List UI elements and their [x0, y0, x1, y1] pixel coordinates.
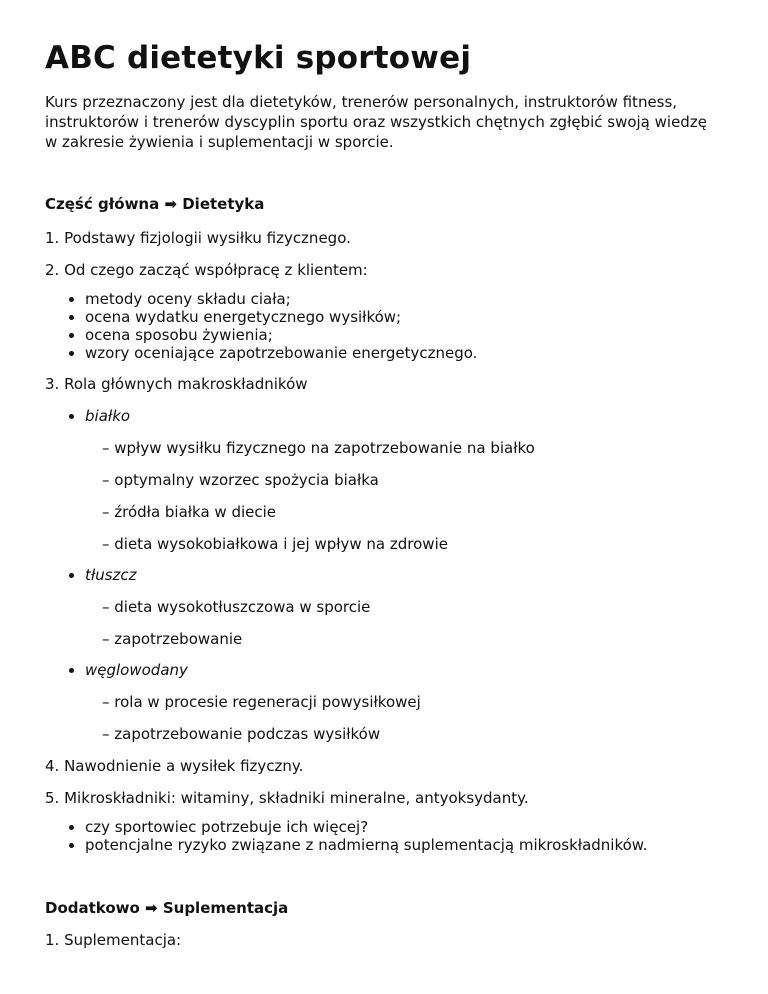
- bullet-item: • potencjalne ryzyko związane z nadmierną suplementacją mikroskładników.: [85, 836, 723, 854]
- sub-item: – wpływ wysiłku fizycznego na zapotrzebowanie na białko: [102, 439, 535, 457]
- macro-item-weglowodany: [85, 660, 723, 744]
- bullet-item: • czy sportowiec potrzebuje ich więcej?: [85, 818, 723, 836]
- intro-paragraph: Kurs przeznaczony jest dla dietetyków, trenerów personalnych, instruktorów fitness, instruktorów i trenerów dyscyplin sportu oraz wszystkich chętnych zgłębić swoją wiedzę w zakresie żywienia i suplementacji w sporcie.: [45, 93, 707, 151]
- page-title: ABC dietetyki sportowej: [45, 40, 472, 76]
- macro-item-tluszcz: [85, 565, 723, 649]
- list-item-4: 4. Nawodnienie a wysiłek fizyczny.: [45, 757, 304, 775]
- list-item-2: 2. Od czego zacząć współpracę z klientem:: [45, 261, 368, 279]
- bullet-item: • wzory oceniające zapotrzebowanie energetycznego.: [85, 344, 723, 362]
- sub-item: – rola w procesie regeneracji powysiłkowej: [102, 693, 421, 711]
- section-heading-dietetyka: Część główna ➡ Dietetyka: [45, 195, 265, 213]
- bullet-item: • ocena wydatku energetycznego wysiłków;: [85, 308, 723, 326]
- macro-list: [45, 406, 723, 744]
- list-item-3: 3. Rola głównych makroskładników: [45, 375, 308, 393]
- sub-item: – dieta wysokotłuszczowa w sporcie: [102, 598, 371, 616]
- list-item-1-suplementacja: 1. Suplementacja:: [45, 931, 182, 949]
- macro-name: węglowodany: [85, 661, 188, 679]
- sub-item: – dieta wysokobiałkowa i jej wpływ na zdrowie: [102, 535, 448, 553]
- sub-item: – zapotrzebowanie podczas wysiłków: [102, 725, 381, 743]
- macro-item-bialko: [85, 406, 723, 554]
- sub-item: – źródła białka w diecie: [102, 503, 277, 521]
- sub-item: – zapotrzebowanie: [102, 630, 243, 648]
- bullet-item: • ocena sposobu żywienia;: [85, 326, 723, 344]
- list-item-5: 5. Mikroskładniki: witaminy, składniki mineralne, antyoksydanty.: [45, 789, 529, 807]
- macro-name: tłuszcz: [85, 566, 137, 584]
- item-2-bullets: [45, 290, 723, 362]
- macro-name: białko: [85, 407, 131, 425]
- sub-item: – optymalny wzorzec spożycia białka: [102, 471, 379, 489]
- bullet-item: • metody oceny składu ciała;: [85, 290, 723, 308]
- section-heading-suplementacja: Dodatkowo ➡ Suplementacja: [45, 899, 289, 917]
- list-item-1: 1. Podstawy fizjologii wysiłku fizycznego.: [45, 229, 351, 247]
- item-5-bullets: [45, 818, 723, 854]
